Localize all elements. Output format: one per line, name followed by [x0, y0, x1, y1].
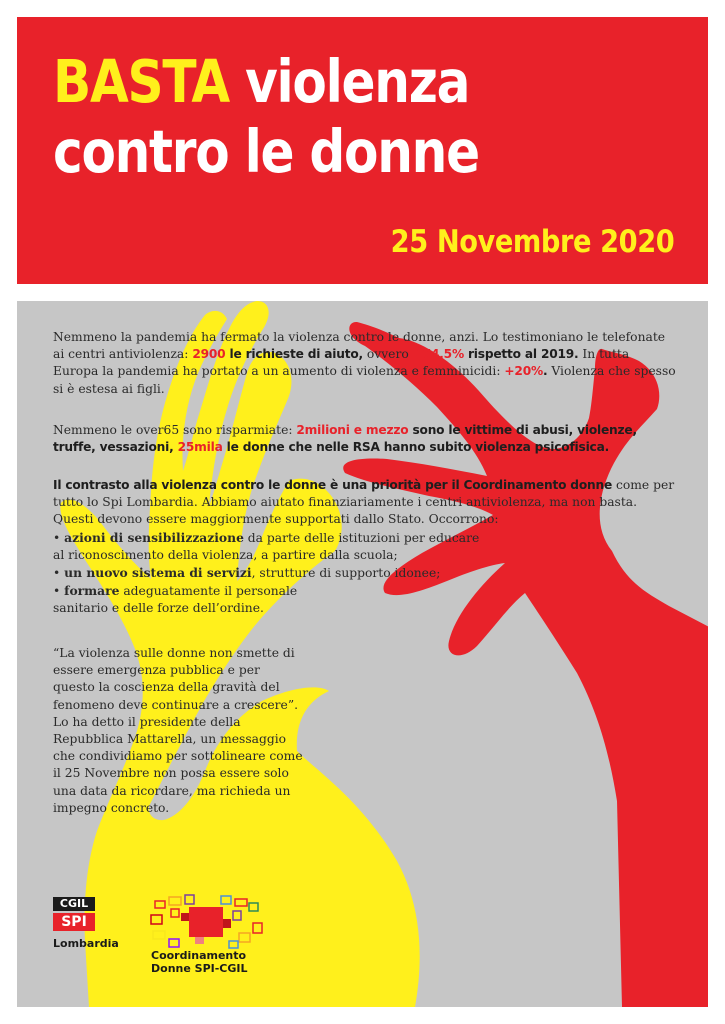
bullet-1-line2: al riconoscimento della violenza, a partire dalla scuola;: [53, 547, 398, 562]
logos-row: [53, 893, 323, 993]
coordinamento-mosaic-icon: [149, 893, 265, 951]
intro-paragraph: [53, 329, 678, 398]
bullet-1-bold: azioni di sensibilizzazione: [64, 529, 244, 545]
coord-caption-line2: Donne SPI-CGIL: [151, 962, 248, 975]
bullet-2-text: , strutture di supporto idonee;: [251, 566, 441, 581]
p1-number-1: 2900: [192, 347, 226, 362]
poster-title: [53, 47, 479, 187]
cgil-caption: Lombardia: [53, 937, 119, 950]
mattarella-quote: “La violenza sulle donne non smette di essere emergenza pubblica e per questo la coscienza della gravità del fenomeno deve continuare a crescere”. Lo ha detto il presidente della Repubblica Mattarella, un messaggio che condividiamo per sottolineare come il 25 Novembre non possa essere solo una data da ricordare, ma richieda un impegno concreto.: [53, 646, 303, 815]
p1-text-4: Violenza che spesso si è estesa ai figli.: [53, 364, 676, 396]
cgil-logo-top: CGIL: [53, 897, 95, 911]
p1-bold-2: rispetto al 2019.: [463, 347, 579, 362]
p1-number-3: +20%: [504, 364, 543, 379]
priority-paragraph: [53, 477, 678, 618]
bullet-3-bold: formare: [64, 583, 120, 599]
bullet-3-text: adeguatamente il personale: [119, 584, 298, 599]
p1-bold-3: .: [543, 364, 548, 379]
p2-text-1: Nemmeno le over65 sono risparmiate:: [53, 423, 297, 437]
p2-number-1: 2milioni e mezzo: [296, 423, 409, 437]
p2-bold-2: le donne che nelle RSA hanno subito violenza psicofisica.: [222, 440, 610, 455]
poster-date: 25 Novembre 2020: [390, 224, 674, 260]
bullet-2: • un nuovo sistema di servizi, strutture di supporto idonee;: [53, 565, 441, 581]
title-line2: contro le donne: [53, 117, 479, 186]
p1-text-2: ovvero: [362, 347, 413, 362]
p2-bold-1: sono le vittime di abusi, violenze, truffe, vessazioni,: [53, 423, 637, 455]
p1-number-2: +74,5%: [412, 347, 464, 362]
cgil-spi-logo: [53, 897, 95, 931]
over65-paragraph: [53, 422, 678, 456]
p1-bold-1: le richieste di aiuto,: [225, 347, 363, 362]
p2-number-2: 25mila: [177, 440, 223, 455]
title-line1-rest: violenza: [245, 47, 470, 116]
p3-text-1: come per tutto lo Spi Lombardia. Abbiamo aiutato finanziariamente i centri antiviolenza, ma non basta. Questi devono essere maggiormente supportati dallo Stato. Occorrono:: [53, 478, 675, 527]
title-highlight: BASTA: [53, 47, 229, 116]
bullet-1: • azioni di sensibilizzazione da parte delle istituzioni per educare al riconoscimento della violenza, a partire dalla scuola;: [53, 529, 480, 562]
spi-logo-box: SPI: [53, 913, 95, 931]
bullet-1-text: da parte delle istituzioni per educare: [243, 530, 480, 545]
coord-caption-line1: Coordinamento: [151, 949, 247, 962]
bullet-3: • formare adeguatamente il personale sanitario e delle forze dell’ordine.: [53, 583, 298, 616]
header-banner: [17, 17, 708, 284]
content-panel: [17, 301, 708, 1007]
p3-bold-1: Il contrasto alla violenza contro le donne è una priorità per il Coordinamento donne: [53, 478, 613, 492]
p1-text-1: Nemmeno la pandemia ha fermato la violenza contro le donne, anzi. Lo testimoniano le telefonate ai centri antiviolenza:: [53, 330, 666, 362]
bullet-3-line2: sanitario e delle forze dell’ordine.: [53, 601, 264, 616]
bullet-2-bold: un nuovo sistema di servizi: [64, 565, 252, 581]
p1-text-3: In tutta Europa la pandemia ha portato a un aumento di violenza e femminicidi:: [53, 347, 630, 379]
